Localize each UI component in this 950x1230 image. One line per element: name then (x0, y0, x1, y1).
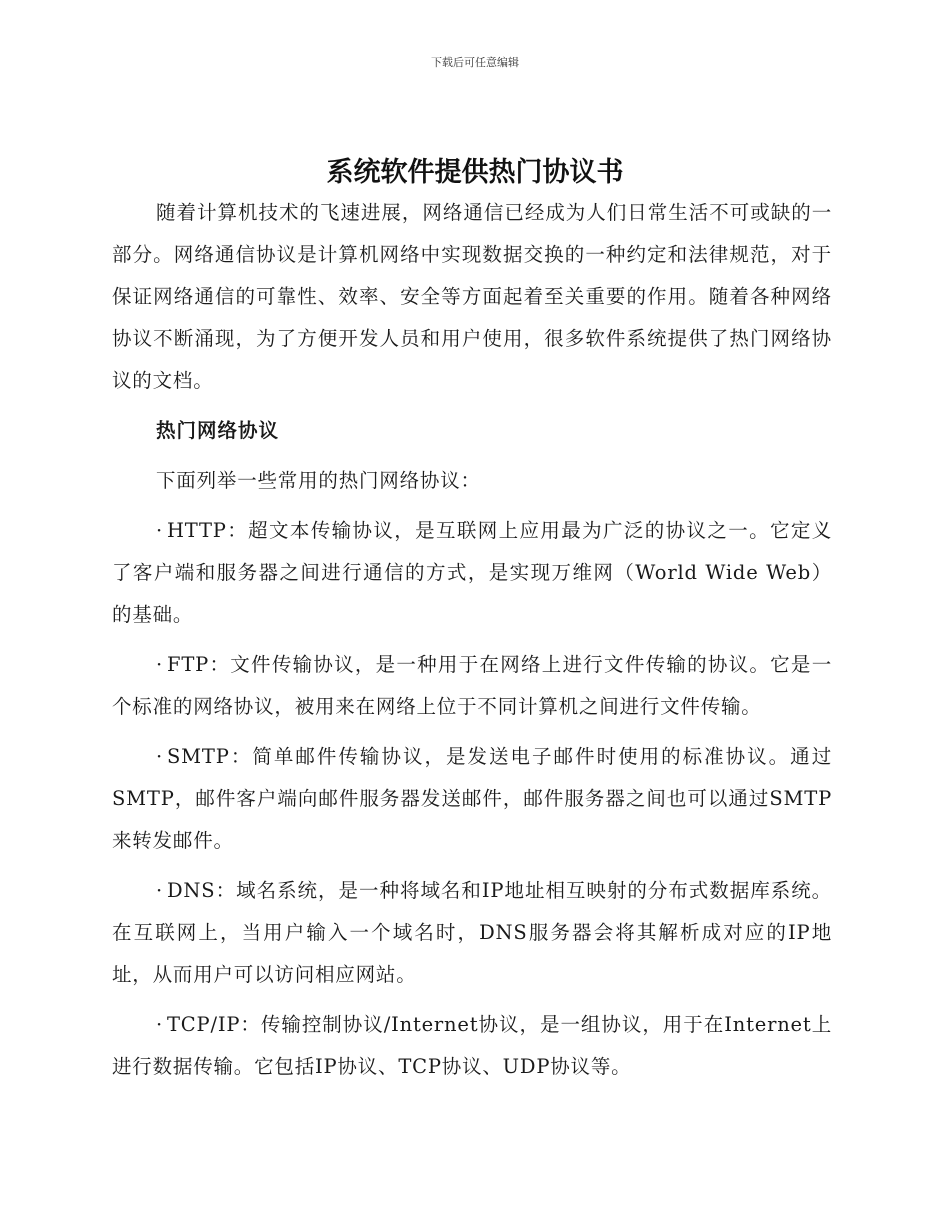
intro-paragraph: 随着计算机技术的飞速进展，网络通信已经成为人们日常生活不可或缺的一部分。网络通信协议是计算机网络中实现数据交换的一种约定和法律规范，对于保证网络通信的可靠性、效率、安全等方面起着至关重要的作用。随着各种网络协议不断涌现，为了方便开发人员和用户使用，很多软件系统提供了热门网络协议的文档。 (112, 201, 832, 392)
page-header-note: 下载后可任意编辑 (431, 56, 519, 69)
protocol-item-text: TCP/IP：传输控制协议/Internet协议，是一组协议，用于在Internet上进行数据传输。它包括IP协议、TCP协议、UDP协议等。 (112, 1013, 832, 1078)
protocol-item-http (112, 510, 832, 636)
protocol-item-text: DNS：域名系统，是一种将域名和IP地址相互映射的分布式数据库系统。在互联网上，当用户输入一个域名时，DNS服务器会将其解析成对应的IP地址，从而用户可以访问相应网站。 (112, 879, 832, 986)
bullet-icon: · (156, 519, 163, 542)
protocol-item-smtp (112, 736, 832, 862)
bullet-icon: · (156, 653, 163, 676)
bullet-icon: · (156, 879, 163, 902)
bullet-icon: · (156, 1013, 163, 1036)
list-intro-paragraph: 下面列举一些常用的热门网络协议： (156, 469, 481, 492)
protocol-item-text: FTP：文件传输协议，是一种用于在网络上进行文件传输的协议。它是一个标准的网络协议，被用来在网络上位于不同计算机之间进行文件传输。 (112, 653, 832, 718)
protocol-item-tcpip (112, 1004, 832, 1088)
document-body (112, 192, 832, 1088)
document-title: 系统软件提供热门协议书 (326, 157, 624, 188)
protocol-item-text: SMTP：简单邮件传输协议，是发送电子邮件时使用的标准协议。通过SMTP，邮件客户端向邮件服务器发送邮件，邮件服务器之间也可以通过SMTP来转发邮件。 (112, 745, 832, 852)
protocol-item-ftp (112, 644, 832, 728)
bullet-icon: · (156, 745, 163, 768)
protocol-item-text: HTTP：超文本传输协议，是互联网上应用最为广泛的协议之一。它定义了客户端和服务器之间进行通信的方式，是实现万维网（World Wide Web）的基础。 (112, 519, 832, 626)
protocol-item-dns (112, 870, 832, 996)
section-heading: 热门网络协议 (156, 419, 280, 442)
